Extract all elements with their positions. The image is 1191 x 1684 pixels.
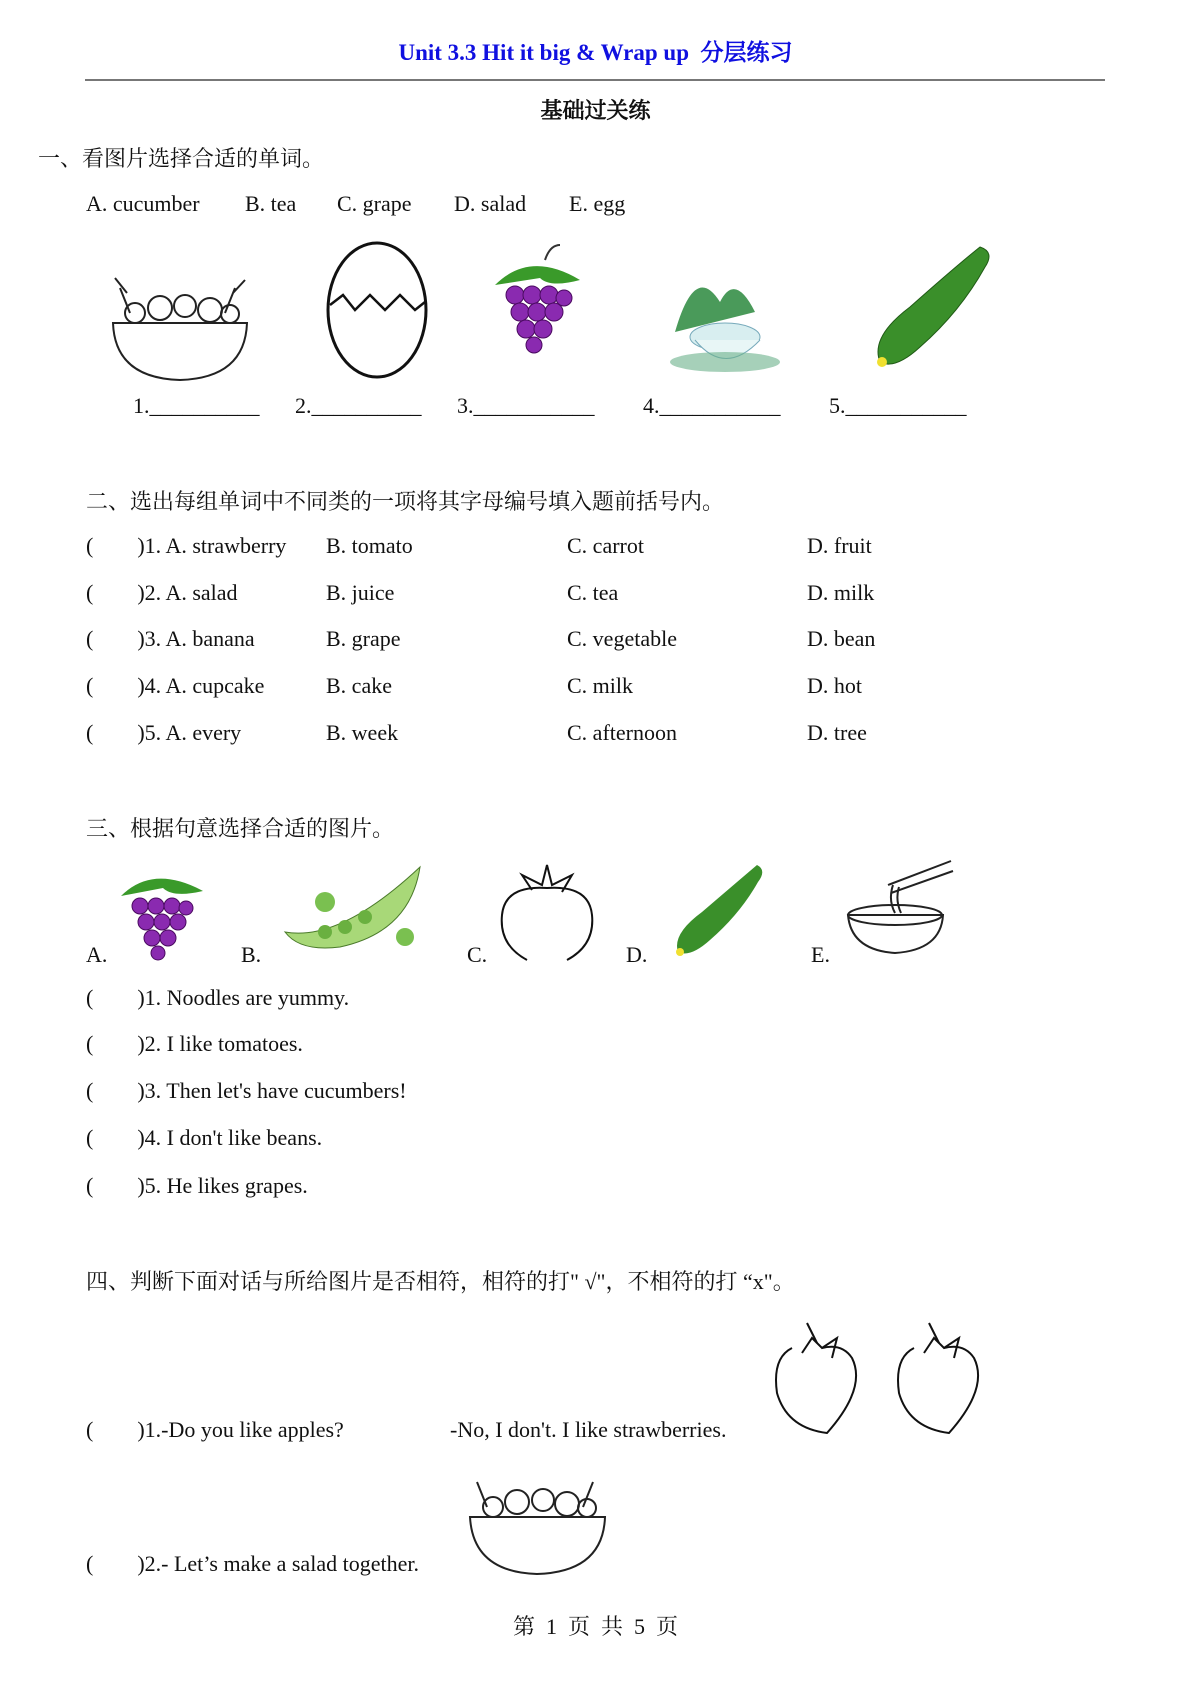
option-b: B. tomato [326, 533, 413, 558]
option-d: D. tree [807, 720, 867, 745]
option-c: C. tea [567, 580, 619, 605]
s4-question-2: ( )2.- Let’s make a salad together. [86, 1551, 419, 1576]
option-d: D. hot [807, 673, 862, 698]
question: ( )1. A. strawberry [86, 533, 287, 558]
option-b: B. cake [326, 673, 392, 698]
picture-label: A. [86, 942, 108, 967]
tomato-picture [497, 860, 597, 965]
salad-bowl-picture [105, 268, 255, 383]
picture-label: C. [467, 942, 488, 967]
question: ( )2. A. salad [86, 580, 238, 605]
s3-sentence: ( )2. I like tomatoes. [86, 1031, 303, 1056]
option-b: B. grape [326, 626, 401, 651]
section-4-heading: 四、判断下面对话与所给图片是否相符，相符的打" √"，不相符的打 “x"。 [86, 1269, 795, 1294]
s3-sentence: ( )4. I don't like beans. [86, 1125, 323, 1150]
section-3-heading: 三、根据句意选择合适的图片。 [86, 816, 395, 841]
picture-label: D. [626, 942, 648, 967]
option: E. egg [569, 191, 626, 216]
section-2-heading: 二、选出每组单词中不同类的一项将其字母编号填入题前括号内。 [86, 489, 725, 514]
option-d: D. bean [807, 626, 876, 651]
answer-blank-4[interactable]: 4.___________ [643, 393, 781, 418]
s4-question-1: ( )1.-Do you like apples? [86, 1417, 344, 1442]
option: A. cucumber [86, 191, 200, 216]
header-divider [85, 79, 1105, 81]
option-b: B. juice [326, 580, 395, 605]
noodles-picture [843, 855, 955, 960]
option-c: C. afternoon [567, 720, 677, 745]
option-c: C. vegetable [567, 626, 677, 651]
peas-picture [280, 862, 425, 957]
answer-blank-1[interactable]: 1.__________ [133, 393, 260, 418]
grapes-picture [490, 240, 590, 365]
option: C. grape [337, 191, 412, 216]
question: ( )4. A. cupcake [86, 673, 265, 698]
s3-sentence: ( )1. Noodles are yummy. [86, 985, 350, 1010]
option-c: C. milk [567, 673, 634, 698]
answer-blank-2[interactable]: 2.__________ [295, 393, 422, 418]
cucumber-picture [672, 862, 767, 957]
s3-sentence: ( )5. He likes grapes. [86, 1173, 308, 1198]
section-1-heading: 一、看图片选择合适的单词。 [38, 146, 325, 171]
tea-picture [665, 262, 795, 380]
question: ( )3. A. banana [86, 626, 255, 651]
option: D. salad [454, 191, 527, 216]
picture-label: E. [811, 942, 830, 967]
cucumber-picture [870, 242, 995, 372]
page-footer: 第 1 页 共 5 页 [512, 1614, 678, 1639]
section-subtitle: 基础过关练 [540, 98, 651, 123]
salad-bowl-picture [465, 1462, 610, 1577]
option-b: B. week [326, 720, 399, 745]
picture-label: B. [241, 942, 262, 967]
egg-picture [325, 240, 430, 380]
s3-sentence: ( )3. Then let's have cucumbers! [86, 1078, 407, 1103]
option-c: C. carrot [567, 533, 644, 558]
option-d: D. milk [807, 580, 875, 605]
question: ( )5. A. every [86, 720, 242, 745]
strawberries-picture [772, 1318, 1012, 1436]
page-title: Unit 3.3 Hit it big & Wrap up 分层练习 [398, 40, 793, 65]
option-d: D. fruit [807, 533, 872, 558]
answer-blank-5[interactable]: 5.___________ [829, 393, 967, 418]
option: B. tea [245, 191, 297, 216]
grapes-picture [118, 856, 208, 964]
s4-answer-1: -No, I don't. I like strawberries. [450, 1417, 727, 1442]
answer-blank-3[interactable]: 3.___________ [457, 393, 595, 418]
